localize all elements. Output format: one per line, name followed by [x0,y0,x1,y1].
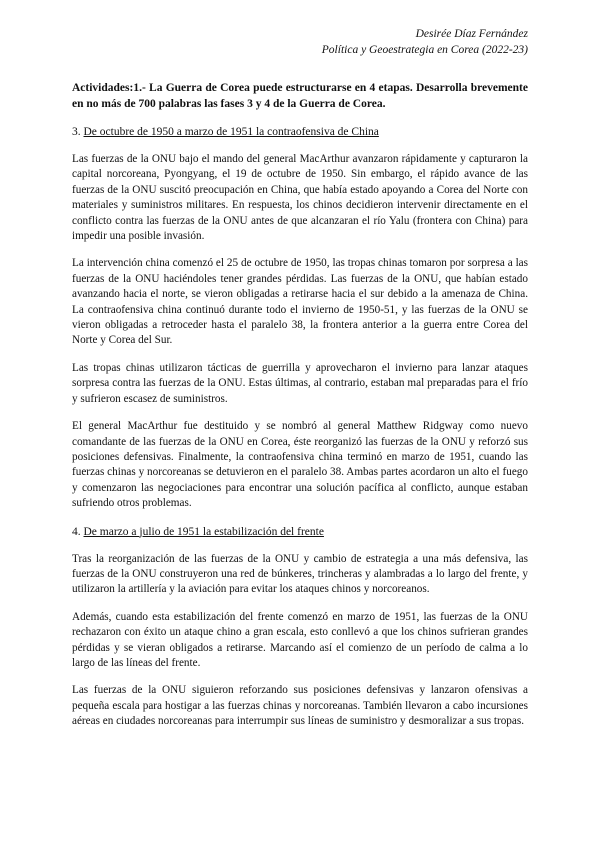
section-3-paragraph-1: Las fuerzas de la ONU bajo el mando del general MacArthur avanzaron rápidamente y capturaron la capital norcoreana, Pyongyang, el 19 de octubre de 1950. Sin embargo, el rápido avance de las fuerzas de la ONU suscitó preocupación en China, que había estado apoyando a Corea del Norte con materiales y suministros militares. En respuesta, los chinos decidieron intervenir directamente en el conflicto contra las fuerzas de la ONU antes de que alcanzaran el río Yalu (frontera con China) para impedir una posible invasión. [72,153,528,243]
section-3-paragraph-3: Las tropas chinas utilizaron tácticas de guerrilla y aprovecharon el invierno para lanzar ataques sorpresa contra las fuerzas de la ONU. Estas últimas, al contrario, estaban mal preparadas para el frío y sufrieron escasez de suministros. [72,361,528,405]
author-name: Desirée Díaz Fernández [415,28,528,40]
activity-prompt: Actividades:1.- La Guerra de Corea puede estructurarse en 4 etapas. Desarrolla brevemente en no más de 700 palabras las fases 3 y 4 de la Guerra de Corea. [72,82,528,110]
section-3-title [72,124,528,140]
section-3-paragraph-2: La intervención china comenzó el 25 de octubre de 1950, las tropas chinas tomaron por sorpresa a las fuerzas de la ONU haciéndoles tener grandes pérdidas. Las fuerzas de la ONU, que habían estado avanzando hacia el norte, se vieron obligadas a retirarse hacia el sur debido a la amenaza de China. La contraofensiva china continuó durante todo el invierno de 1950-51, y las fuerzas de la ONU se vieron obligadas a retroceder hasta el paralelo 38, la frontera anterior a la guerra entre Corea del Norte y Corea del Sur. [72,257,528,347]
section-4-paragraph-2: Además, cuando esta estabilización del frente comenzó en marzo de 1951, las fuerzas de la ONU rechazaron con éxito un ataque chino a gran escala, esto conllevó a que los chinos sufrieran grandes pérdidas y se vieran obligados a retirarse. Marcando así el comienzo de un período de calma a lo largo de las líneas del frente. [72,610,528,669]
course-name: Política y Geoestrategia en Corea (2022-23) [321,44,528,56]
section-4-paragraph-3: Las fuerzas de la ONU siguieron reforzando sus posiciones defensivas y lanzaron ofensivas a pequeña escala para hostigar a las fuerzas chinas y norcoreanas. También llevaron a cabo incursiones aéreas en ciudades norcoreanas para interrumpir sus líneas de suministro y desmoralizar a sus tropas. [72,684,528,728]
section-4-title [72,524,528,540]
section-3-heading: De octubre de 1950 a marzo de 1951 la contraofensiva de China [83,126,379,138]
section-3-number: 3. [72,126,81,138]
section-3-paragraph-4: El general MacArthur fue destituido y se nombró al general Matthew Ridgway como nuevo comandante de las fuerzas de la ONU en Corea, éste reorganizó las fuerzas de la ONU y reforzó sus posiciones defensivas. Finalmente, la contraofensiva china terminó en marzo de 1951, cuando las fuerzas chinas y norcoreanas se detuvieron en el paralelo 38. Ambas partes acordaron un alto el fuego y comenzaron las negociaciones para encontrar una solución pacífica al conflicto, aunque estaban sufriendo otros problemas. [72,420,528,510]
section-4-paragraph-1: Tras la reorganización de las fuerzas de la ONU y cambio de estrategia a una más defensiva, las fuerzas de la ONU construyeron una red de búnkeres, trincheras y alambradas a lo largo del frente, y utilizaron la artillería y la aviación para evitar los ataques chinos y norcoreanos. [72,552,528,596]
section-4-number: 4. [72,525,81,538]
document-header [72,26,528,58]
section-4-heading: De marzo a julio de 1951 la estabilización del frente [83,525,324,538]
